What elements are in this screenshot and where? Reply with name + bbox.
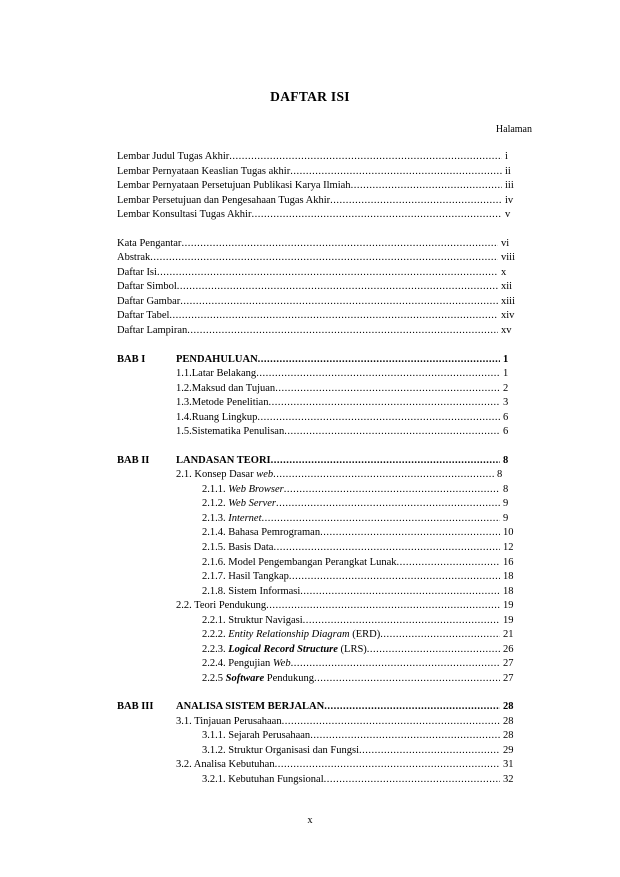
toc-entry-label: 2.2.2. Entity Relationship Diagram (ERD) (202, 629, 381, 640)
chapter-code: BAB II (117, 455, 150, 466)
toc-entry-page: 2 (503, 383, 509, 394)
chapter-code: BAB III (117, 701, 154, 712)
toc-entry-label: 2.1.7. Hasil Tangkap (202, 571, 289, 582)
toc-entry-label: Daftar Isi (117, 267, 157, 278)
toc-entry-page: xiv (501, 310, 515, 321)
toc-entry-subsection (202, 729, 525, 743)
toc-entry-label: 2.1. Konsep Dasar web (176, 469, 274, 480)
toc-entry-page: 26 (503, 644, 514, 655)
toc-entry-page: 6 (503, 412, 509, 423)
toc-entry-label: 1.3.Metode Penelitian (176, 397, 269, 408)
toc-entry-page: xii (501, 281, 513, 292)
toc-entry-section (176, 715, 525, 729)
toc-entry-prelim (117, 309, 523, 323)
dot-leader (266, 599, 500, 613)
toc-entry-page: 12 (503, 542, 514, 553)
toc-entry-subsection (202, 512, 525, 526)
dot-leader (284, 425, 500, 439)
toc-entry-label: 3.1.1. Sejarah Perusahaan (202, 730, 311, 741)
toc-entry-label: Daftar Tabel (117, 310, 170, 321)
toc-entry-section (176, 425, 525, 439)
toc-entry-label: Lembar Konsultasi Tugas Akhir (117, 209, 252, 220)
toc-entry-label: 2.1.3. Internet (202, 513, 262, 524)
dot-leader (177, 280, 498, 294)
dot-leader (290, 165, 502, 179)
toc-entry-label: Lembar Pernyataan Keaslian Tugas akhir (117, 166, 291, 177)
toc-entry-page: 19 (503, 600, 514, 611)
toc-entry-label: 3.1.2. Struktur Organisasi dan Fungsi (202, 745, 360, 756)
toc-entry-subsection (202, 643, 525, 657)
toc-entry-subsection (202, 556, 525, 570)
toc-entry-subsection (202, 628, 525, 642)
toc-entry-page: 19 (503, 615, 514, 626)
toc-entry-label: Daftar Lampiran (117, 325, 188, 336)
toc-entry-page: 8 (503, 455, 509, 466)
toc-entry-label: Lembar Judul Tugas Akhir (117, 151, 230, 162)
toc-entry-label: 2.1.5. Basis Data (202, 542, 274, 553)
toc-entry-label: 3.2. Analisa Kebutuhan (176, 759, 275, 770)
toc-entry-label: 1.5.Sistematika Penulisan (176, 426, 285, 437)
toc-entry-page: 31 (503, 759, 514, 770)
dot-leader (273, 468, 494, 482)
toc-entry-page: 28 (503, 716, 514, 727)
toc-entry-prelim (117, 295, 523, 309)
toc-entry-page: x (501, 267, 507, 278)
toc-entry-prelim (117, 324, 523, 338)
toc-chapter-bab1 (176, 353, 525, 367)
toc-entry-page: 18 (503, 571, 514, 582)
dot-leader (380, 628, 500, 642)
toc-entry-section (176, 411, 525, 425)
toc-entry-subsection (202, 526, 525, 540)
toc-entry-section (176, 382, 525, 396)
dot-leader (150, 251, 498, 265)
toc-entry-page: viii (501, 252, 516, 263)
dot-leader (367, 643, 500, 657)
dot-leader (273, 541, 500, 555)
toc-entry-label: ANALISA SISTEM BERJALAN (176, 701, 325, 712)
toc-entry-page: xiii (501, 296, 516, 307)
toc-entry-front (117, 208, 527, 222)
dot-leader (262, 512, 501, 526)
toc-entry-subsection (202, 744, 525, 758)
toc-entry-subsection (202, 497, 525, 511)
dot-leader (324, 773, 500, 787)
toc-entry-page: v (505, 209, 511, 220)
toc-entry-page: 8 (503, 484, 509, 495)
toc-entry-page: 8 (497, 469, 503, 480)
toc-entry-page: 1 (503, 368, 509, 379)
toc-entry-label: 2.1.1. Web Browser (202, 484, 284, 495)
toc-entry-page: 28 (503, 701, 514, 712)
toc-entry-page: 9 (503, 498, 509, 509)
toc-entry-page: 10 (503, 527, 514, 538)
toc-entry-subsection (202, 483, 525, 497)
toc-entry-label: 2.2.1. Struktur Navigasi (202, 615, 303, 626)
toc-entry-page: 29 (503, 745, 514, 756)
toc-entry-page: 32 (503, 774, 514, 785)
toc-entry-label: Daftar Gambar (117, 296, 181, 307)
toc-entry-section (176, 468, 519, 482)
dot-leader (324, 700, 500, 714)
toc-entry-page: 27 (503, 658, 514, 669)
toc-entry-prelim (117, 237, 523, 251)
toc-entry-page: 18 (503, 586, 514, 597)
toc-entry-front (117, 179, 527, 193)
dot-leader (289, 570, 500, 584)
dot-leader (310, 729, 500, 743)
toc-entry-page: 16 (503, 557, 514, 568)
toc-entry-page: vi (501, 238, 510, 249)
toc-entry-subsection (202, 672, 525, 686)
dot-leader (251, 208, 502, 222)
toc-entry-page: 9 (503, 513, 509, 524)
toc-entry-label: 1.4.Ruang Lingkup (176, 412, 258, 423)
toc-entry-subsection (202, 570, 525, 584)
toc-entry-label: Daftar Simbol (117, 281, 177, 292)
toc-entry-label: 3.1. Tinjauan Perusahaan (176, 716, 282, 727)
toc-entry-page: 1 (503, 354, 509, 365)
toc-entry-label: 2.1.8. Sistem Informasi (202, 586, 301, 597)
dot-leader (256, 367, 500, 381)
toc-entry-subsection (202, 541, 525, 555)
toc-entry-page: 21 (503, 629, 514, 640)
toc-entry-section (176, 599, 525, 613)
toc-entry-label: Kata Pengantar (117, 238, 182, 249)
toc-chapter-bab2 (176, 454, 525, 468)
toc-entry-front (117, 165, 527, 179)
toc-entry-page: iv (505, 195, 514, 206)
toc-entry-label: Abstrak (117, 252, 151, 263)
toc-entry-label: 2.1.2. Web Server (202, 498, 276, 509)
toc-entry-section (176, 758, 525, 772)
toc-entry-label: 3.2.1. Kebutuhan Fungsional (202, 774, 324, 785)
dot-leader (180, 295, 498, 309)
toc-entry-label: 1.1.Latar Belakang (176, 368, 257, 379)
toc-entry-label: 2.1.4. Bahasa Pemrograman (202, 527, 321, 538)
toc-entry-page: 6 (503, 426, 509, 437)
toc-entry-label: LANDASAN TEORI (176, 455, 271, 466)
dot-leader (330, 194, 502, 208)
toc-entry-subsection (202, 614, 525, 628)
dot-leader (320, 526, 500, 540)
dot-leader (276, 497, 500, 511)
dot-leader (300, 585, 500, 599)
toc-entry-label: 2.2.5 Software Pendukung (202, 673, 315, 684)
toc-entry-label: 1.2.Maksud dan Tujuan (176, 383, 276, 394)
toc-entry-label: 2.2. Teori Pendukung (176, 600, 267, 611)
toc-entry-page: xv (501, 325, 512, 336)
toc-entry-label: 2.1.6. Model Pengembangan Perangkat Lunak (202, 557, 397, 568)
toc-entry-prelim (117, 251, 523, 265)
dot-leader (291, 657, 500, 671)
dot-leader (257, 411, 500, 425)
dot-leader (359, 744, 500, 758)
toc-entry-label: Lembar Pernyataan Persetujuan Publikasi Karya Ilmiah (117, 180, 351, 191)
toc-entry-page: ii (505, 166, 511, 177)
toc-entry-label: Lembar Persetujuan dan Pengesahaan Tugas Akhir (117, 195, 331, 206)
dot-leader (187, 324, 498, 338)
dot-leader (271, 454, 500, 468)
toc-entry-page: 28 (503, 730, 514, 741)
dot-leader (284, 483, 500, 497)
dot-leader (258, 353, 500, 367)
toc-chapter-bab3 (176, 700, 525, 714)
dot-leader (268, 396, 500, 410)
toc-entry-prelim (117, 280, 523, 294)
dot-leader (282, 715, 500, 729)
toc-entry-section (176, 367, 525, 381)
dot-leader (169, 309, 498, 323)
toc-entry-label: 2.2.3. Logical Record Structure (LRS) (202, 644, 367, 655)
toc-entry-page: 27 (503, 673, 514, 684)
dot-leader (275, 382, 500, 396)
toc-entry-page: 3 (503, 397, 509, 408)
dot-leader (181, 237, 498, 251)
dot-leader (275, 758, 500, 772)
toc-entry-front (117, 194, 527, 208)
page-title: DAFTAR ISI (270, 89, 350, 104)
dot-leader (314, 672, 500, 686)
chapter-code: BAB I (117, 354, 146, 365)
halaman-label: Halaman (495, 124, 532, 135)
toc-entry-subsection (202, 657, 525, 671)
dot-leader (229, 150, 502, 164)
toc-entry-front (117, 150, 527, 164)
dot-leader (157, 266, 498, 280)
toc-entry-label: 2.2.4. Pengujian Web (202, 658, 291, 669)
toc-entry-subsection (202, 773, 525, 787)
toc-entry-page: iii (505, 180, 514, 191)
toc-entry-prelim (117, 266, 523, 280)
page-number: x (307, 815, 313, 826)
dot-leader (351, 179, 502, 193)
dot-leader (303, 614, 500, 628)
toc-entry-section (176, 396, 525, 410)
toc-entry-label: PENDAHULUAN (176, 354, 258, 365)
toc-entry-subsection (202, 585, 525, 599)
toc-entry-page: i (505, 151, 508, 162)
dot-leader (397, 556, 501, 570)
